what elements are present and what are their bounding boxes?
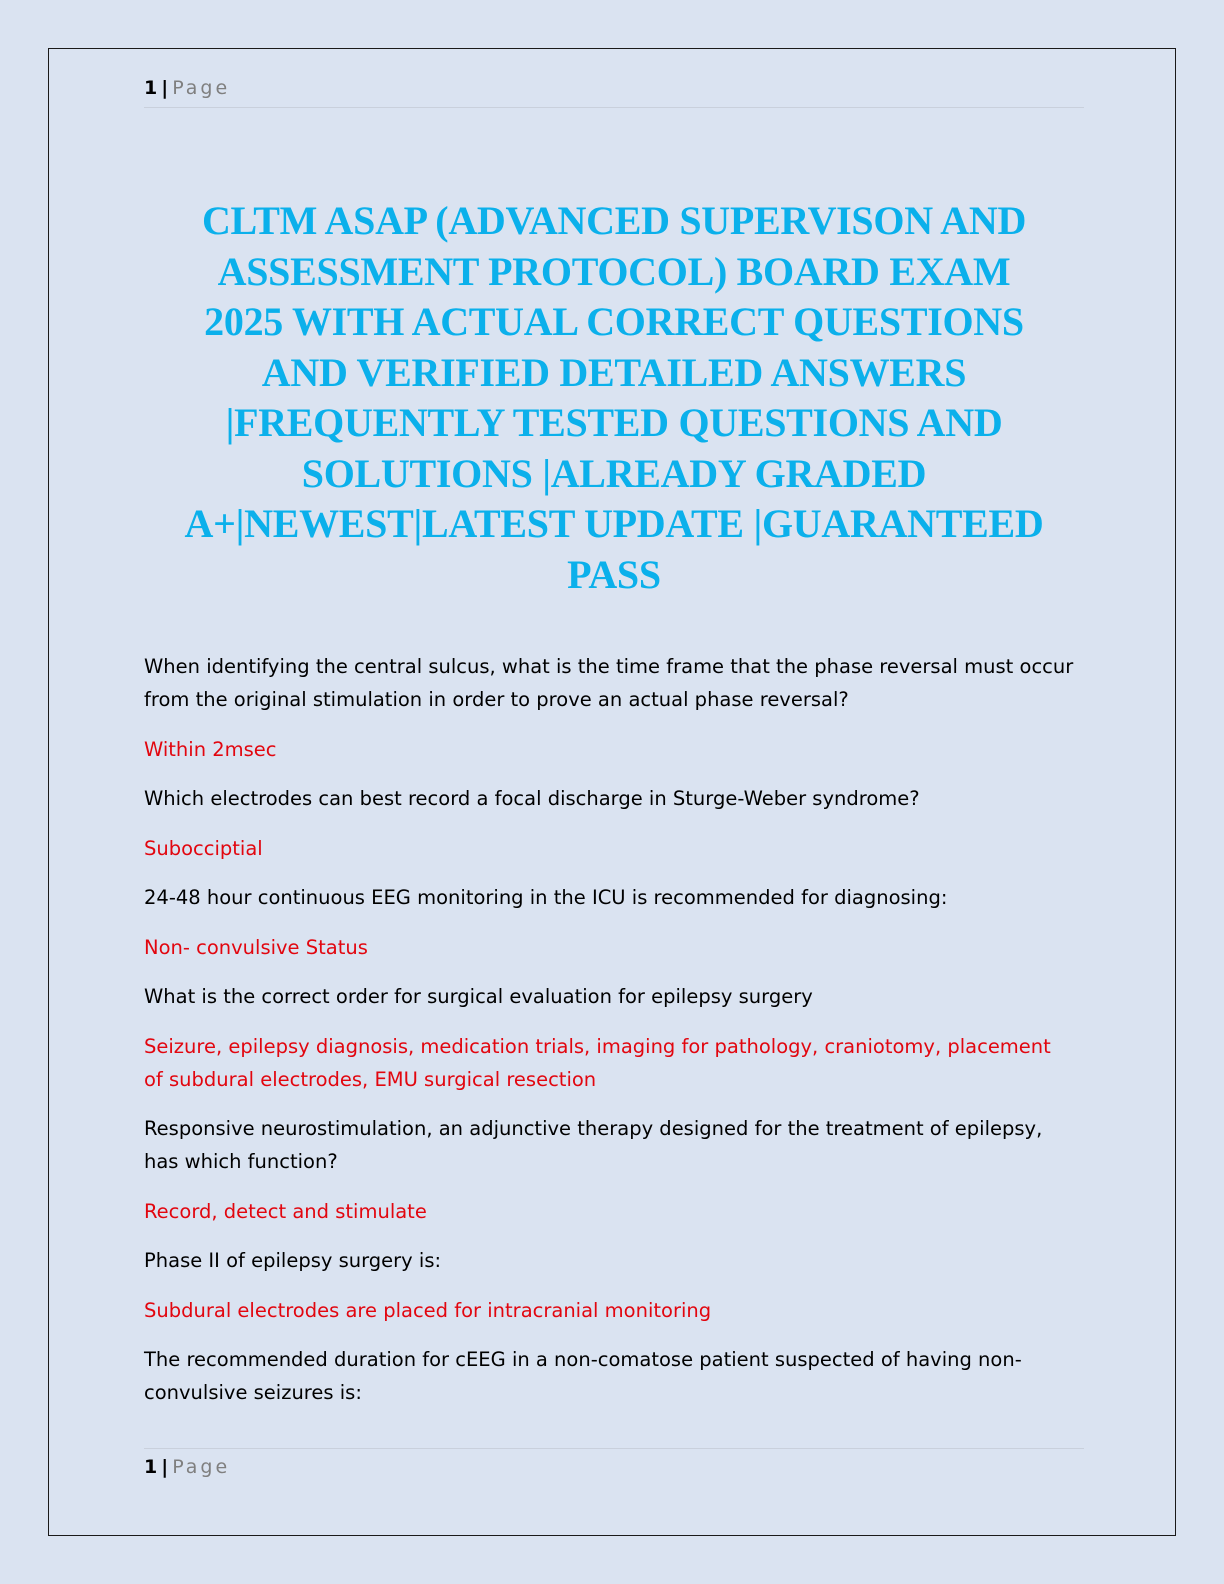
answer-text: Record, detect and stimulate [144, 1199, 427, 1223]
footer-page-number: 1 [144, 1456, 158, 1478]
question-text: The recommended duration for cEEG in a non-comatose patient suspected of having non-convulsive seizures is: [144, 1348, 1022, 1404]
title-line: CLTM ASAP (ADVANCED SUPERVISON AND [201, 198, 1027, 243]
question-text: Which electrodes can best record a focal discharge in Sturge-Weber syndrome? [144, 787, 920, 810]
header-page-number: 1 [144, 77, 158, 99]
title-line: PASS [567, 551, 661, 597]
title-line: AND VERIFIED DETAILED ANSWERS [261, 349, 967, 395]
page-footer [144, 1448, 1084, 1477]
question-text: Responsive neurostimulation, an adjunctive therapy designed for the treatment of epilepsy, has which function? [144, 1117, 1043, 1173]
title-line: |FREQUENTLY TESTED QUESTIONS AND [225, 400, 1003, 445]
footer-separator: | [161, 1456, 169, 1478]
footer-page-label: Page [172, 1456, 231, 1478]
title-line: A+|NEWEST|LATEST UPDATE |GUARANTEED [184, 501, 1044, 546]
question-text: 24-48 hour continuous EEG monitoring in the ICU is recommended for diagnosing: [144, 886, 948, 909]
answer-text: Subdural electrodes are placed for intracranial monitoring [144, 1298, 712, 1322]
document-title [138, 196, 1090, 600]
title-line: SOLUTIONS |ALREADY GRADED [301, 450, 927, 496]
question-text: Phase II of epilepsy surgery is: [144, 1249, 442, 1272]
answer-text: Non- convulsive Status [144, 935, 368, 959]
title-line: 2025 WITH ACTUAL CORRECT QUESTIONS [204, 299, 1024, 344]
page-header [144, 79, 1084, 108]
answer-text: Seizure, epilepsy diagnosis, medication trials, imaging for pathology, craniotomy, placement of subdural electrodes, EMU surgical resection [144, 1034, 1051, 1091]
header-page-label: Page [172, 77, 231, 99]
title-line: ASSESSMENT PROTOCOL) BOARD EXAM [217, 248, 1011, 294]
answer-text: Subocciptial [144, 836, 263, 860]
question-answer-list [144, 650, 1074, 1426]
answer-text: Within 2msec [144, 737, 277, 761]
question-text: What is the correct order for surgical evaluation for epilepsy surgery [144, 985, 813, 1008]
header-separator: | [161, 77, 169, 99]
question-text: When identifying the central sulcus, what is the time frame that the phase reversal must occur from the original stimulation in order to prove an actual phase reversal? [144, 655, 1074, 711]
